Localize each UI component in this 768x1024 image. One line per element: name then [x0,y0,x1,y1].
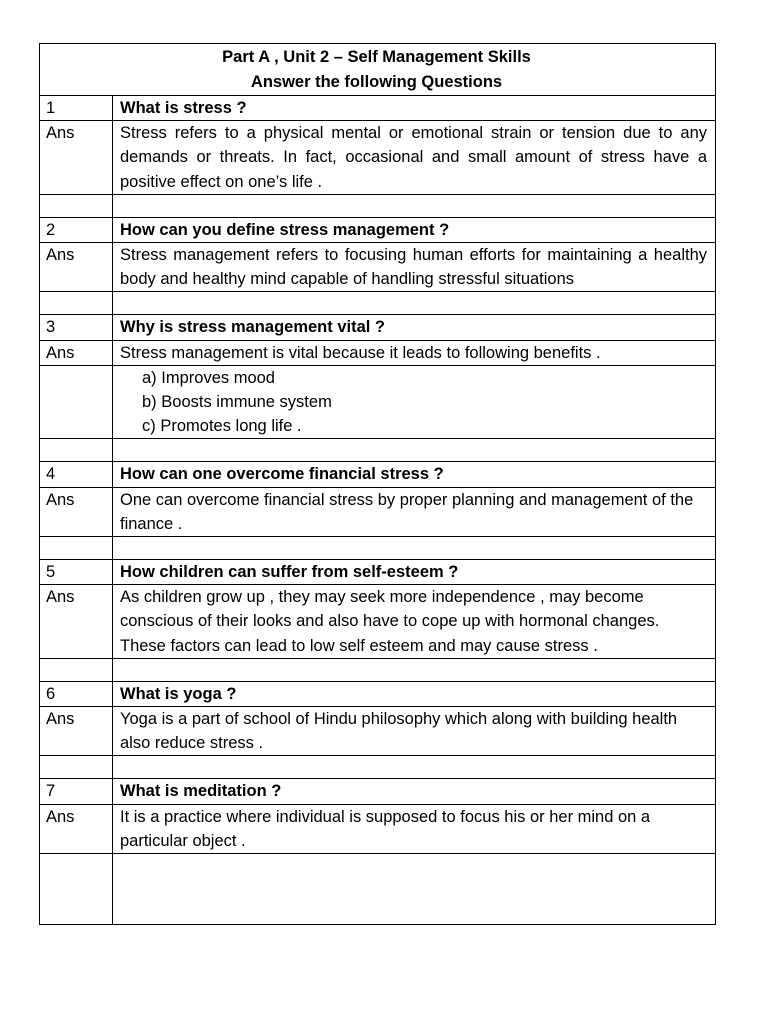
blank-cell [40,439,113,462]
answer-text: Stress management refers to focusing human efforts for maintaining a healthy body and healthy mind capable of handling stressful situations [113,243,716,292]
blank-cell [40,292,113,315]
question-text: How children can suffer from self-esteem ? [113,560,716,585]
blank-row [40,756,716,779]
header-cell [40,44,716,96]
question-text: What is stress ? [113,96,716,121]
list-item [142,390,707,414]
answer-label: Ans [40,243,113,292]
blank-cell [40,194,113,217]
answer-text: As children grow up , they may seek more independence , may become conscious of their looks and also have to cope up with hormonal changes. These factors can lead to low self esteem and may cause stress . [113,585,716,659]
blank-cell [40,756,113,779]
question-number: 5 [40,560,113,585]
question-row [40,560,716,585]
answer-row [40,121,716,195]
answer-row [40,585,716,659]
question-number: 1 [40,96,113,121]
list-item [142,366,707,390]
blank-cell [113,194,716,217]
question-number: 6 [40,681,113,706]
blank-cell [40,365,113,439]
answer-label: Ans [40,340,113,365]
question-row [40,315,716,340]
blank-cell [40,854,113,925]
blank-cell [113,537,716,560]
blank-cell [40,537,113,560]
document-title: Part A , Unit 2 – Self Management Skills [222,48,531,66]
question-text: What is yoga ? [113,681,716,706]
question-row [40,681,716,706]
question-text: Why is stress management vital ? [113,315,716,340]
list-item-text: Promotes long life . [160,417,302,436]
answer-row [40,707,716,756]
answer-text: Stress management is vital because it leads to following benefits . [113,340,716,365]
blank-cell [40,658,113,681]
blank-cell [113,854,716,925]
blank-row [40,854,716,925]
list-item [142,414,707,438]
qa-document [39,43,715,925]
question-number: 7 [40,779,113,804]
answer-row [40,487,716,536]
answer-text: It is a practice where individual is supposed to focus his or her mind on a particular object . [113,804,716,853]
blank-row [40,658,716,681]
question-text: How can one overcome financial stress ? [113,462,716,487]
answer-label: Ans [40,585,113,659]
header-row [40,44,716,96]
blank-cell [113,756,716,779]
blank-cell [113,658,716,681]
blank-cell [113,292,716,315]
benefits-list [120,366,707,439]
question-number: 2 [40,217,113,242]
blank-row [40,439,716,462]
answer-label: Ans [40,487,113,536]
answer-text: Stress refers to a physical mental or emotional strain or tension due to any demands or threats. In fact, occasional and small amount of stress have a positive effect on one’s life . [113,121,716,195]
list-marker: c) [142,417,156,436]
question-row [40,462,716,487]
list-marker: b) [142,393,157,412]
question-text: How can you define stress management ? [113,217,716,242]
answer-row [40,243,716,292]
answer-label: Ans [40,804,113,853]
answer-text: One can overcome financial stress by proper planning and management of the finance . [113,487,716,536]
answer-label: Ans [40,121,113,195]
answer-text: Yoga is a part of school of Hindu philosophy which along with building health also reduce stress . [113,707,716,756]
answer-row [40,804,716,853]
question-number: 3 [40,315,113,340]
blank-row [40,292,716,315]
blank-row [40,194,716,217]
blank-cell [113,439,716,462]
question-row [40,217,716,242]
qa-table [39,43,716,925]
answer-label: Ans [40,707,113,756]
answer-row [40,340,716,365]
question-text: What is meditation ? [113,779,716,804]
list-item-text: Improves mood [161,368,275,387]
document-subtitle: Answer the following Questions [250,72,503,91]
question-row [40,779,716,804]
blank-row [40,537,716,560]
list-item-text: Boosts immune system [161,393,332,412]
benefits-row [40,365,716,439]
benefits-cell [113,365,716,439]
list-marker: a) [142,368,157,387]
question-number: 4 [40,462,113,487]
question-row [40,96,716,121]
